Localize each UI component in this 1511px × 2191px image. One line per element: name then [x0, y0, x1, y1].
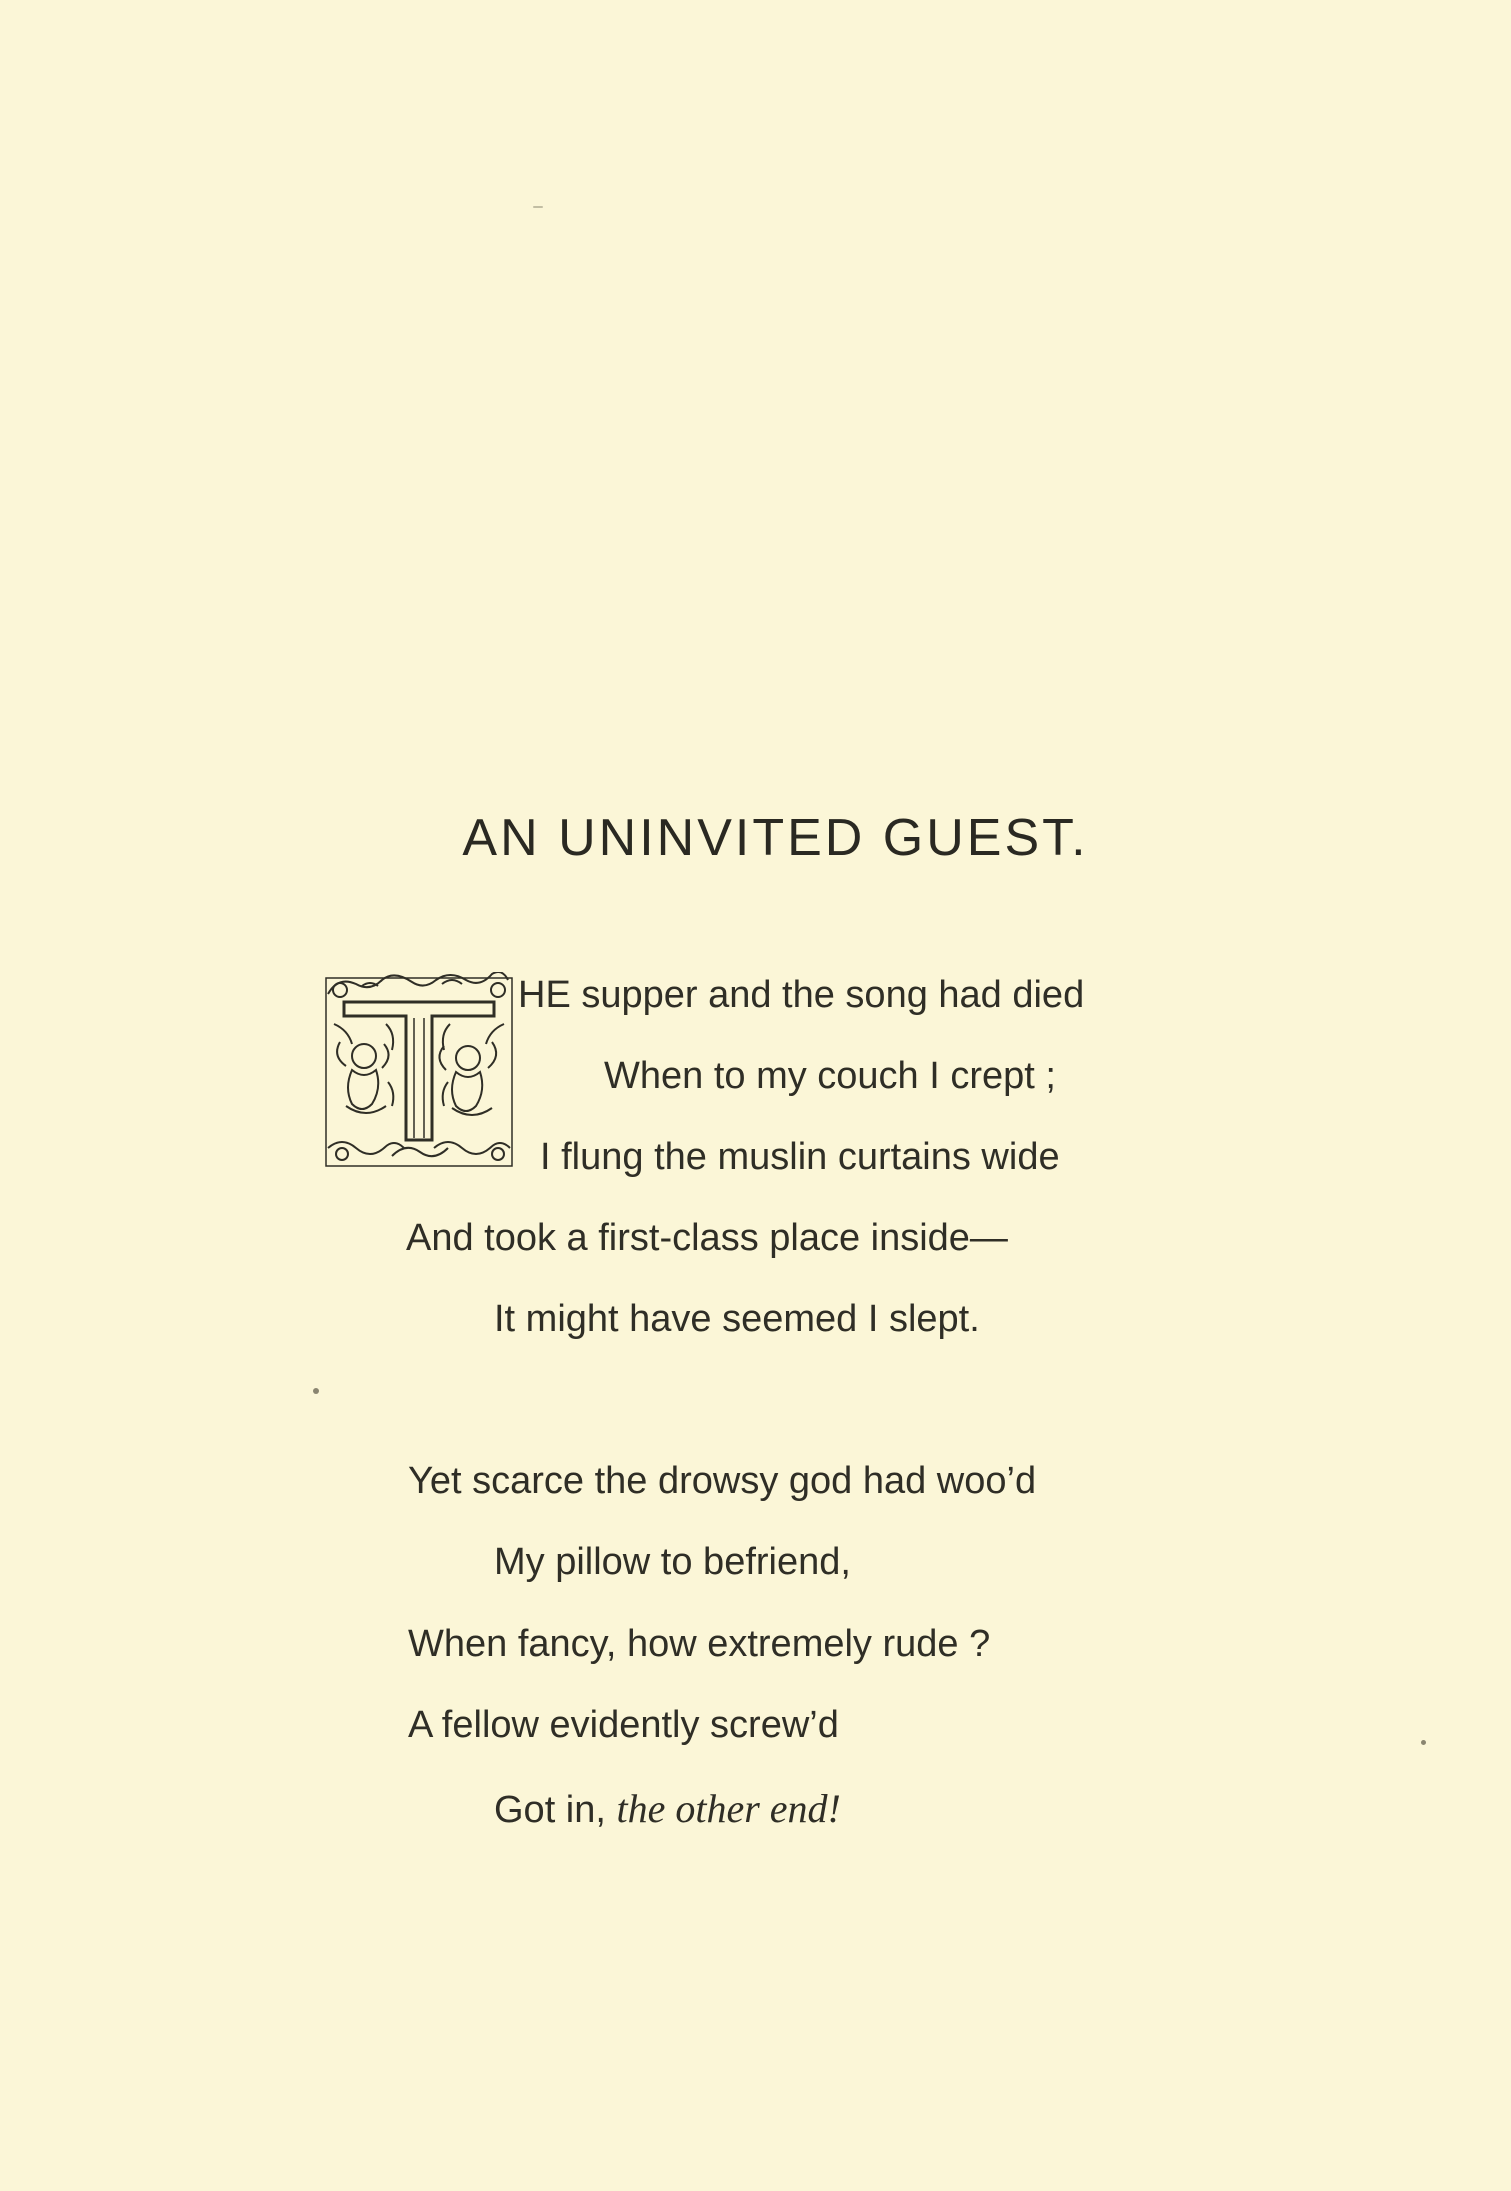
stanza1-line3: I flung the muslin curtains wide — [540, 1136, 1060, 1178]
stanza2-line1: Yet scarce the drowsy god had woo’d — [408, 1460, 1037, 1502]
stanza2-line2: My pillow to befriend, — [494, 1541, 851, 1583]
stanza1-line4: And took a first-class place inside— — [406, 1217, 1008, 1259]
stanza2-line5-italic: the other end! — [616, 1786, 841, 1831]
decorated-initial-letter — [322, 972, 517, 1172]
stanza2-line5-start: Got in, — [494, 1789, 617, 1831]
stanza1-line5: It might have seemed I slept. — [494, 1298, 980, 1340]
stanza2-line3: When fancy, how extremely rude ? — [408, 1623, 991, 1665]
stanza2-line5 — [494, 1785, 841, 1832]
paper-speck — [1421, 1740, 1426, 1745]
stanza1-line2: When to my couch I crept ; — [604, 1055, 1056, 1097]
stanza1-line1: HE supper and the song had died — [518, 974, 1085, 1016]
paper-speck — [313, 1388, 319, 1394]
poem-title: AN UNINVITED GUEST. — [462, 809, 1089, 867]
stanza2-line4: A fellow evidently screw’d — [408, 1704, 839, 1746]
paper-speck — [533, 206, 543, 208]
